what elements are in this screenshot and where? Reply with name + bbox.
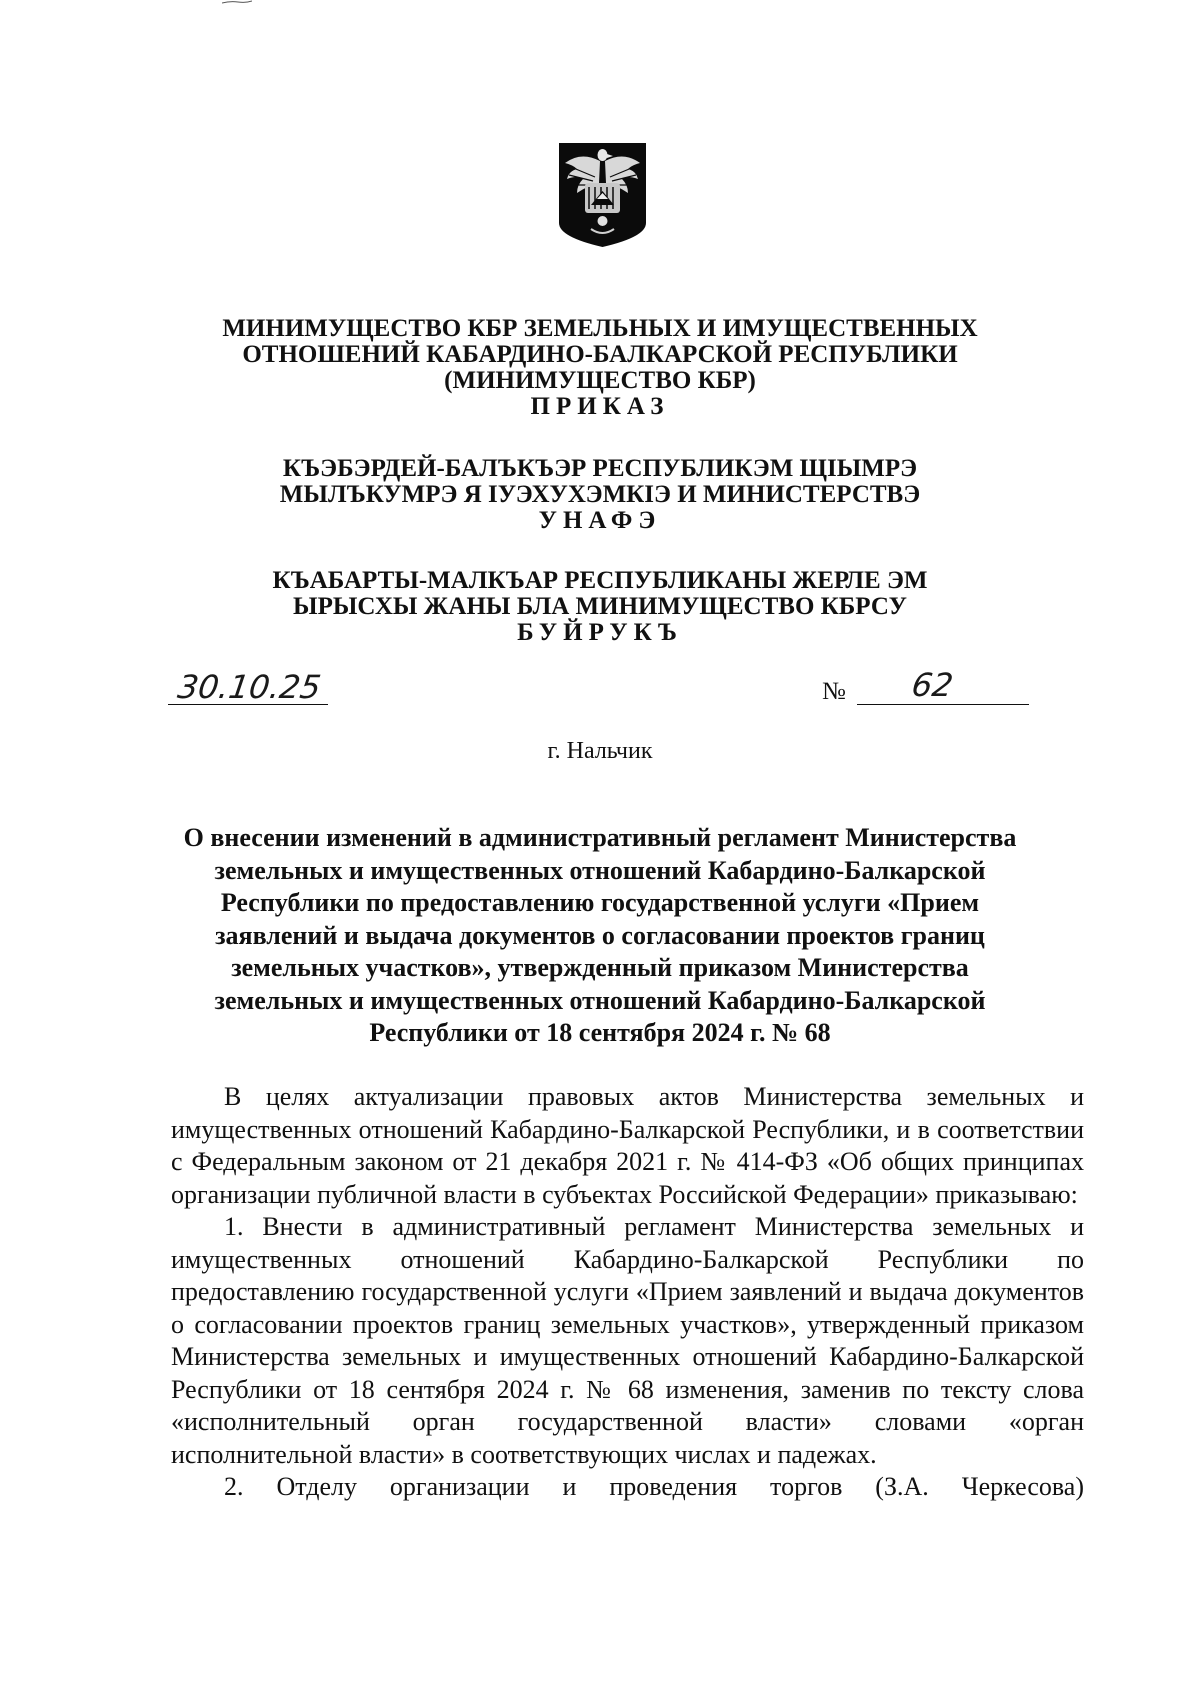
header-line: МЫЛЪКУМРЭ Я IУЭХУХЭМКIЭ И МИНИСТЕРСТВЭ <box>279 481 921 508</box>
number-underline <box>857 704 1029 705</box>
header-line: ОТНОШЕНИЙ КАБАРДИНО-БАЛКАРСКОЙ РЕСПУБЛИКИ <box>242 341 958 368</box>
title-line: земельных и имущественных отношений Кабардино-Балкарской <box>214 855 986 885</box>
title-line: Республики от 18 сентября 2024 г. № 68 <box>369 1018 831 1047</box>
doc-type-krc: БУЙРУКЪ <box>517 619 683 646</box>
coat-of-arms-emblem <box>555 141 650 249</box>
doc-type-kbd: УНАФЭ <box>538 507 662 534</box>
doc-type-ru: ПРИКАЗ <box>530 393 670 420</box>
header-line: ЫРЫСХЫ ЖАНЫ БЛА МИНИМУЩЕСТВО КБРСУ <box>293 593 907 620</box>
body-paragraph-preamble: В целях актуализации правовых актов Министерства земельных и имущественных отношений Кабардино-Балкарской Республики, и в соответствии с Федеральным законом от 21 декабря 2021 г. № 414-ФЗ «Об общих принципах организации публичной власти в субъектах Российской Федерации» приказываю: <box>171 1082 1084 1209</box>
header-line: МИНИМУЩЕСТВО КБР ЗЕМЕЛЬНЫХ И ИМУЩЕСТВЕННЫХ <box>222 315 978 342</box>
title-line: заявлений и выдача документов о согласовании проектов границ <box>215 920 985 950</box>
number-label: № <box>822 678 846 705</box>
header-line: (МИНИМУЩЕСТВО КБР) <box>444 367 756 394</box>
scan-artifact <box>222 0 252 4</box>
document-body <box>171 1081 1084 1504</box>
city-line: г. Нальчик <box>547 738 653 764</box>
header-line: КЪЭБЭРДЕЙ-БАЛЪКЪЭР РЕСПУБЛИКЭМ ЩIЫМРЭ <box>282 455 918 482</box>
handwritten-date: 30.10.25 <box>175 668 324 706</box>
date-underline <box>168 704 328 705</box>
header-line: КЪАБАРТЫ-МАЛКЪАР РЕСПУБЛИКАНЫ ЖЕРЛЕ ЭМ <box>272 567 928 594</box>
handwritten-number: 62 <box>909 666 956 704</box>
title-line: Республики по предоставлению государственной услуги «Прием <box>220 888 980 917</box>
document-title <box>150 822 1050 1050</box>
title-line: земельных участков», утвержденный приказом Министерства <box>231 953 969 982</box>
ministry-header-krc <box>150 568 1050 646</box>
ministry-header-kbd <box>150 456 1050 534</box>
ministry-header-ru <box>150 316 1050 420</box>
body-paragraph-item-2: 2. Отделу организации и проведения торгов (З.А. Черкесова) <box>224 1472 1084 1501</box>
body-paragraph-item-1: 1. Внести в административный регламент Министерства земельных и имущественных отношений Кабардино-Балкарской Республики по предоставлению государственной услуги «Прием заявлений и выдача документов о согласовании проектов границ земельных участков», утвержденный приказом Министерства земельных и имущественных отношений Кабардино-Балкарской Республики от 18 сентября 2024 г. № 68 изменения, заменив по тексту слова «исполнительный орган государственной власти» словами «орган исполнительной власти» в соответствующих числах и падежах. <box>171 1212 1084 1469</box>
title-line: земельных и имущественных отношений Кабардино-Балкарской <box>214 985 986 1015</box>
title-line: О внесении изменений в административный регламент Министерства <box>183 823 1017 852</box>
